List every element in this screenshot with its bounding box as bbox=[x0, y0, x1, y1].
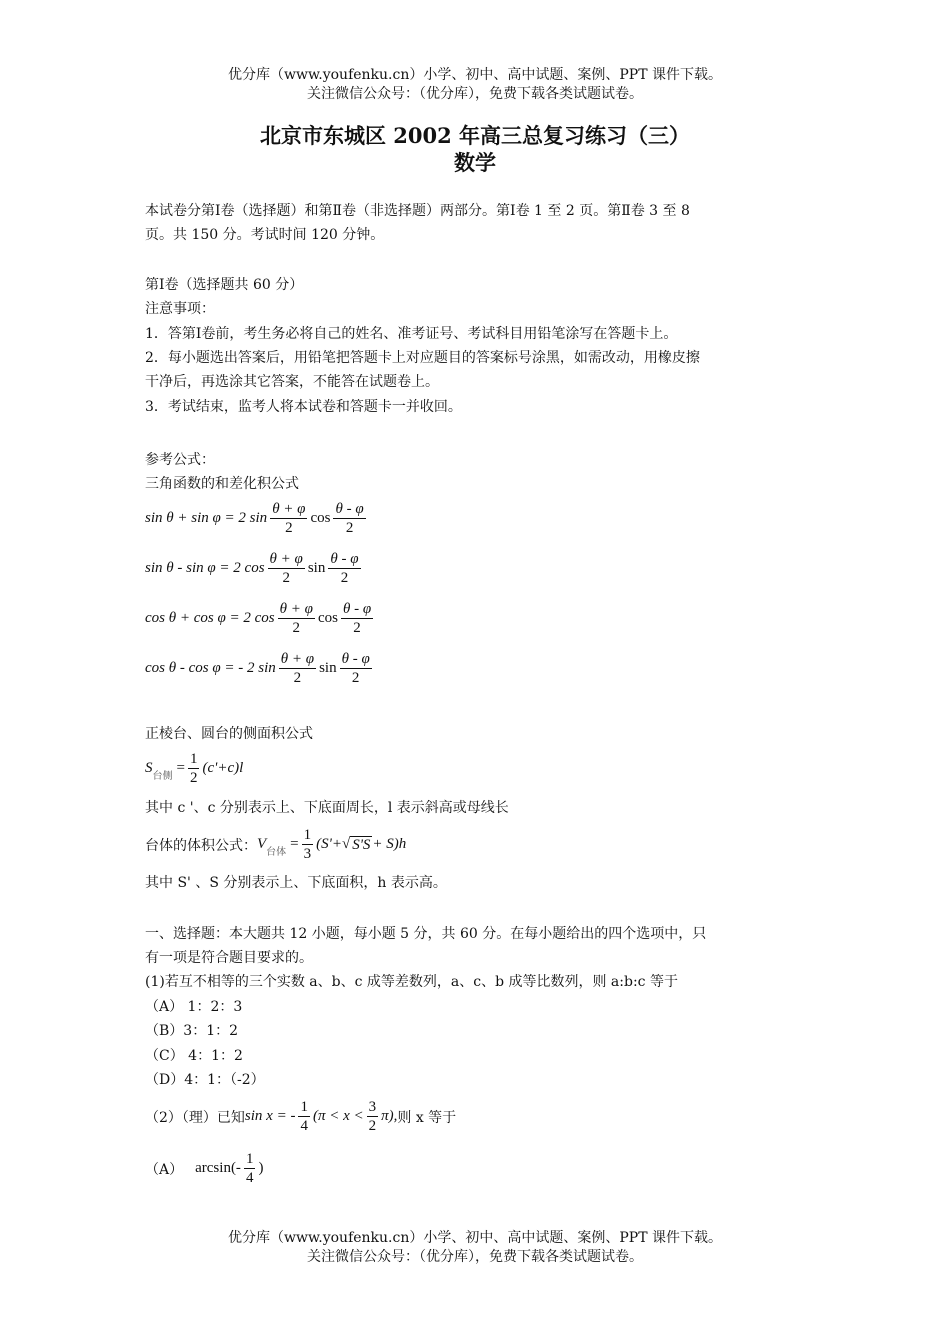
header-line-2: 关注微信公众号：（优分库），免费下载各类试题试卷。 bbox=[307, 86, 643, 102]
trig-title: 三角函数的和差化积公式 bbox=[145, 476, 299, 492]
formula-4: cos θ - cos φ = - 2 sin $\frac{\theta + \varphi}{2}$ sin $\frac{\theta - \varphi}{2}$ bbox=[145, 651, 370, 686]
section1-title: 第Ⅰ卷（选择题共 60 分） bbox=[145, 277, 304, 293]
notice-title: 注意事项： bbox=[145, 301, 215, 317]
formula-2: sin θ - sin φ = 2 cos $\frac{\theta + \varphi}{2}$ sin $\frac{\theta - \varphi}{2}$ bbox=[145, 551, 359, 586]
notice-2b: 干净后，再选涂其它答案，不能答在试题卷上。 bbox=[145, 374, 439, 390]
q2-option-a: （A） arcsin(- $\frac{1}{4}$ ) bbox=[145, 1151, 264, 1186]
page-title bbox=[0, 122, 950, 176]
fraction: $\frac{\theta - \varphi}{2}$ bbox=[341, 651, 370, 686]
formula-1-lhs: sin θ + sin φ = 2 sin bbox=[145, 510, 268, 526]
part1-line-2: 有一项是符合题目要求的。 bbox=[145, 950, 313, 966]
intro-line-1: 本试卷分第Ⅰ卷（选择题）和第Ⅱ卷（非选择题）两部分。第Ⅰ卷 1 至 2 页。第Ⅱ卷 3 至 8 bbox=[145, 203, 690, 219]
area-note: 其中 c '、c 分别表示上、下底面周长，l 表示斜高或母线长 bbox=[145, 800, 509, 816]
header bbox=[0, 66, 950, 104]
intro-line-2: 页。共 150 分。考试时间 120 分钟。 bbox=[145, 227, 385, 243]
fraction: $\frac{1}{2}$ bbox=[189, 751, 198, 786]
notice-1: 1．答第Ⅰ卷前，考生务必将自己的姓名、准考证号、考试科目用铅笔涂写在答题卡上。 bbox=[145, 326, 678, 342]
part1-line-1: 一、选择题：本大题共 12 小题，每小题 5 分，共 60 分。在每小题给出的四个选项中，只 bbox=[145, 926, 707, 942]
fraction: $\frac{\theta - \varphi}{2}$ bbox=[330, 551, 359, 586]
volume-formula: 台体的体积公式： V 台体 = $\frac{1}{3}$ (S'+ √ S'S + S)h bbox=[145, 827, 407, 862]
footer bbox=[0, 1229, 950, 1267]
notice-3: 3．考试结束，监考人将本试卷和答题卡一并收回。 bbox=[145, 399, 462, 415]
area-formula: S 台侧 = $\frac{1}{2}$ (c'+c)l bbox=[145, 751, 244, 786]
fraction: $\frac{1}{4}$ bbox=[245, 1151, 254, 1186]
q1-option-a: （A） 1：2：3 bbox=[145, 999, 243, 1015]
title-sub: 数学 bbox=[454, 150, 496, 175]
fraction: $\frac{\theta - \varphi}{2}$ bbox=[342, 601, 372, 636]
footer-line-2: 关注微信公众号：（优分库），免费下载各类试题试卷。 bbox=[307, 1249, 643, 1265]
notice-2a: 2．每小题选出答案后，用铅笔把答题卡上对应题目的答案标号涂黑，如需改动，用橡皮擦 bbox=[145, 350, 700, 366]
fraction: $\frac{\theta + \varphi}{2}$ bbox=[272, 501, 306, 536]
fraction: $\frac{\theta + \varphi}{2}$ bbox=[279, 601, 313, 636]
formula-1: sin θ + sin φ = 2 sin $\frac{\theta + \varphi}{2}$ cos $\frac{\theta - \varphi}{2}$ bbox=[145, 501, 364, 536]
q1-option-b: （B）3：1：2 bbox=[145, 1023, 239, 1039]
fraction: $\frac{\theta - \varphi}{2}$ bbox=[335, 501, 364, 536]
area-title: 正棱台、圆台的侧面积公式 bbox=[145, 726, 313, 742]
formula-3: cos θ + cos φ = 2 cos $\frac{\theta + \varphi}{2}$ cos $\frac{\theta - \varphi}{2}$ bbox=[145, 601, 372, 636]
fraction: $\frac{1}{4}$ bbox=[300, 1099, 308, 1134]
fraction: $\frac{1}{3}$ bbox=[303, 827, 312, 862]
square-root: S'S bbox=[352, 836, 371, 853]
question-2: （2）（理）已知 sin x = - $\frac{1}{4}$ (π < x < $\frac{3}{2}$ π), 则 x 等于 bbox=[145, 1099, 457, 1134]
q1-option-c: （C） 4：1：2 bbox=[145, 1048, 243, 1064]
volume-note: 其中 S' 、S 分别表示上、下底面积，h 表示高。 bbox=[145, 875, 447, 891]
footer-line-1: 优分库（www.youfenku.cn）小学、初中、高中试题、案例、PPT 课件下载。 bbox=[227, 1230, 722, 1246]
question-1: (1)若互不相等的三个实数 a、b、c 成等差数列，a、c、b 成等比数列，则 a:b:c 等于 bbox=[145, 974, 678, 990]
q1-option-d: （D）4：1：（-2） bbox=[145, 1072, 265, 1088]
fraction: $\frac{3}{2}$ bbox=[368, 1099, 377, 1134]
formulas-title: 参考公式： bbox=[145, 452, 215, 468]
fraction: $\frac{\theta + \varphi}{2}$ bbox=[280, 651, 315, 686]
header-line-1: 优分库（www.youfenku.cn）小学、初中、高中试题、案例、PPT 课件下载。 bbox=[227, 67, 722, 83]
title-main: 北京市东城区 2002 年高三总复习练习（三） bbox=[259, 123, 691, 148]
fraction: $\frac{\theta + \varphi}{2}$ bbox=[269, 551, 303, 586]
